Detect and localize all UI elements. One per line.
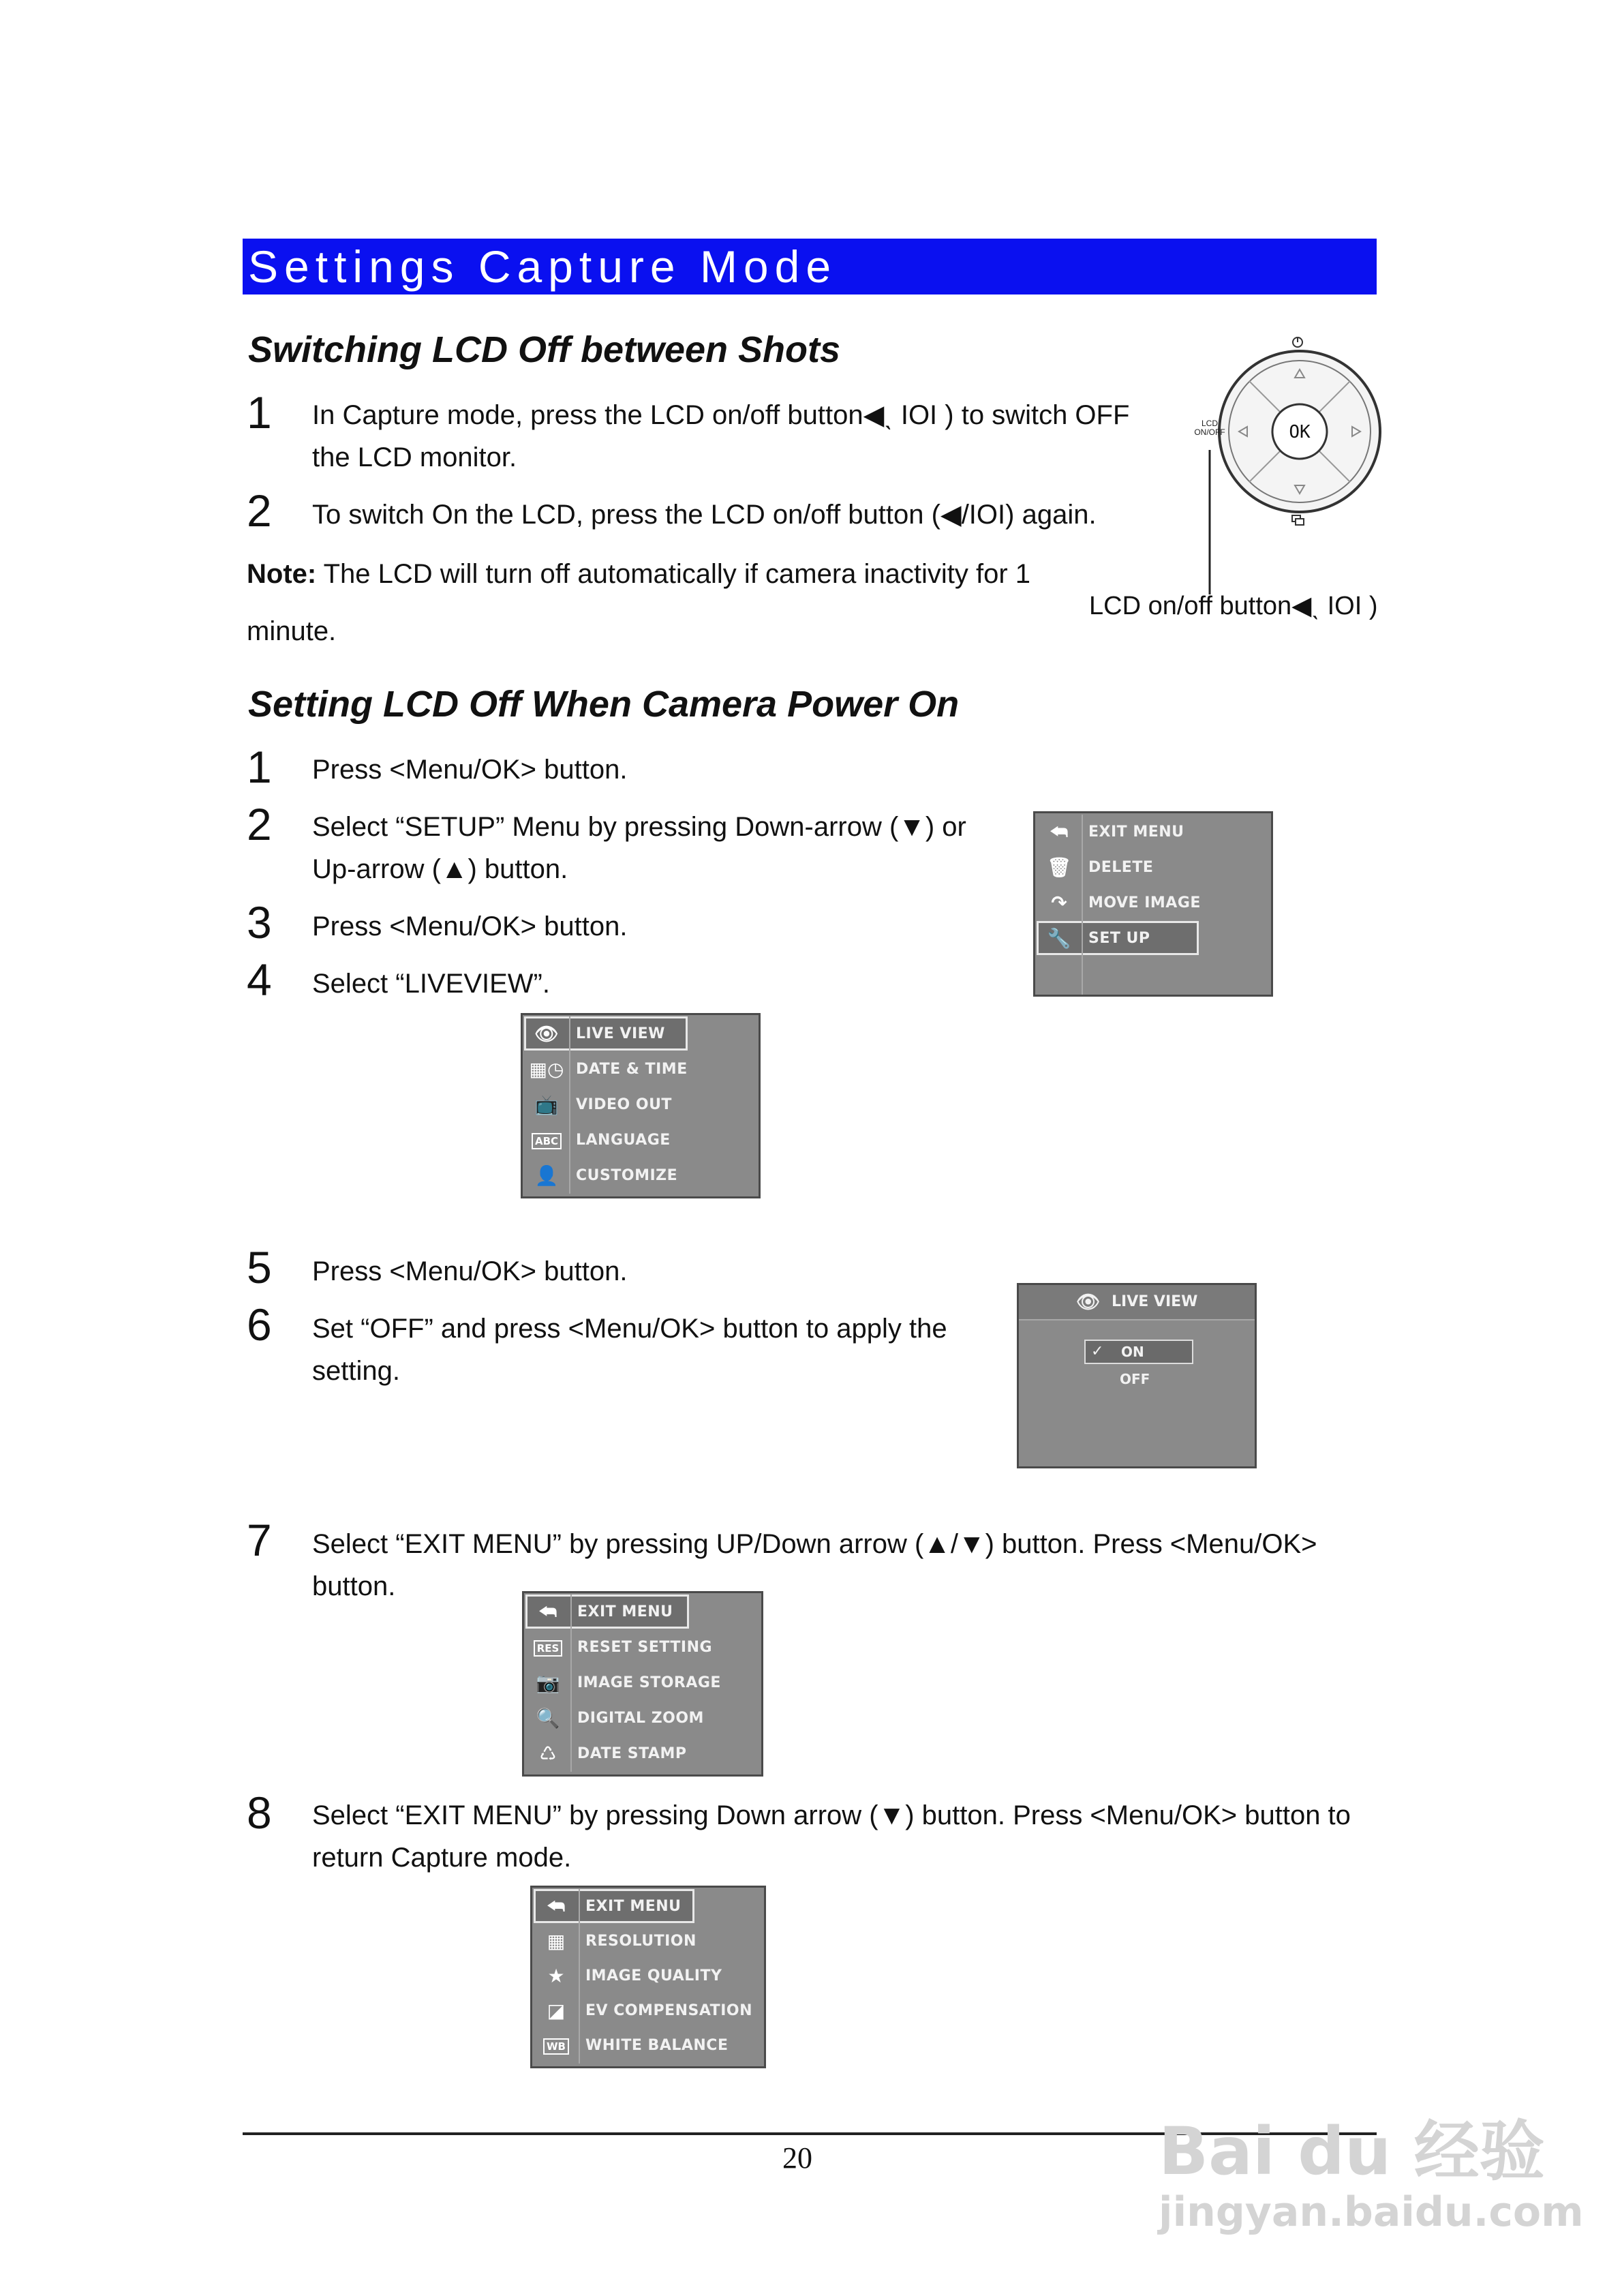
menu-item-language[interactable]: ABC LANGUAGE xyxy=(523,1123,759,1158)
note: Note: The LCD will turn off automatically if camera inactivity for 1 minute. xyxy=(247,559,1031,646)
step-number: 1 xyxy=(247,742,272,792)
trash-icon: 🗑 xyxy=(1047,856,1071,879)
step-number: 8 xyxy=(247,1787,272,1838)
menu-item-exit-menu[interactable]: ⮪ EXIT MENU xyxy=(1035,815,1271,850)
step-text: Set “OFF” and press <Menu/OK> button to apply the setting. xyxy=(312,1314,947,1386)
step-number: 5 xyxy=(247,1242,272,1293)
step-text: Select “EXIT MENU” by pressing UP/Down arrow (▲/▼) button. Press <Menu/OK> button. xyxy=(312,1529,1317,1601)
white-balance-icon: WB xyxy=(536,2031,576,2061)
step-text: Press <Menu/OK> button. xyxy=(312,911,628,941)
step-text: Press <Menu/OK> button. xyxy=(312,1256,628,1286)
section-header: Settings Capture Mode xyxy=(243,239,1377,294)
eye-icon: 👁 xyxy=(534,1023,559,1045)
return-icon: ⮪ xyxy=(547,1895,566,1918)
step-text: To switch On the LCD, press the LCD on/off button (◀/IOI) again. xyxy=(312,500,1097,530)
dial-svg xyxy=(1179,327,1383,620)
step-text: Select “LIVEVIEW”. xyxy=(312,969,550,999)
menu-item-image-quality[interactable]: ★ IMAGE QUALITY xyxy=(532,1959,764,1994)
menu-item-video-out[interactable]: 📺 VIDEO OUT xyxy=(523,1087,759,1123)
menu-item-delete[interactable]: 🗑 DELETE xyxy=(1035,850,1271,886)
menu-item-white-balance[interactable]: WB WHITE BALANCE xyxy=(532,2028,764,2064)
menu-item-image-storage[interactable]: 📷 IMAGE STORAGE xyxy=(524,1665,761,1701)
camera-menu-live-view xyxy=(1017,1283,1257,1468)
lcd-on-off-label: LCD ON/OFF xyxy=(1194,419,1225,437)
step-text: Press <Menu/OK> button. xyxy=(312,755,628,785)
camera-menu-exit-1 xyxy=(522,1591,763,1777)
menu-item-date-stamp[interactable]: ♺ DATE STAMP xyxy=(524,1736,761,1772)
option-on[interactable]: ✓ ON xyxy=(1084,1340,1193,1364)
live-view-header: 👁 LIVE VIEW xyxy=(1019,1285,1255,1320)
menu-item-resolution[interactable]: ▦ RESOLUTION xyxy=(532,1924,764,1959)
menu-item-date-time[interactable]: ▦◷ DATE & TIME xyxy=(523,1052,759,1087)
menu-item-move-image[interactable]: ↷ MOVE IMAGE xyxy=(1035,886,1271,921)
resolution-icon: ▦ xyxy=(547,1930,566,1952)
menu-item-exit-menu[interactable]: ⮪ EXIT MENU xyxy=(532,1889,764,1924)
lcd-button-callout: LCD on/off button◀ˎ IOI ) xyxy=(1089,592,1378,620)
ok-button[interactable]: OK xyxy=(1289,422,1311,442)
step-number: 7 xyxy=(247,1515,272,1565)
step-text: In Capture mode, press the LCD on/off button◀ˎ IOI ) to switch OFF the LCD monitor. xyxy=(312,400,1130,472)
step-number: 2 xyxy=(247,485,272,536)
menu-item-digital-zoom[interactable]: 🔍 DIGITAL ZOOM xyxy=(524,1701,761,1736)
customize-icon: 👤 xyxy=(534,1164,559,1187)
option-off[interactable]: OFF xyxy=(1120,1371,1150,1387)
return-icon: ⮪ xyxy=(538,1601,557,1623)
baidu-watermark-url: jingyan.baidu.com xyxy=(1159,2188,1584,2236)
camera-menu-main xyxy=(1033,811,1273,997)
language-icon: ABC xyxy=(527,1126,566,1155)
menu-item-exit-menu[interactable]: ⮪ EXIT MENU xyxy=(524,1595,761,1630)
step-number: 4 xyxy=(247,954,272,1005)
step-number: 3 xyxy=(247,897,272,948)
camera-menu-setup xyxy=(521,1013,761,1198)
exposure-icon: ◪ xyxy=(547,1999,566,2022)
menu-item-reset-setting[interactable]: RES RESET SETTING xyxy=(524,1630,761,1665)
step-number: 2 xyxy=(247,799,272,849)
step-number: 6 xyxy=(247,1299,272,1350)
star-icon: ★ xyxy=(547,1965,565,1987)
camera-menu-exit-2 xyxy=(530,1886,766,2068)
tv-icon: 📺 xyxy=(534,1093,559,1116)
baidu-watermark-logo: Bai du 经验 xyxy=(1159,2113,1545,2190)
page-number: 20 xyxy=(782,2141,812,2175)
wrench-icon: 🔧 xyxy=(1047,927,1071,950)
eye-icon: 👁 xyxy=(1076,1290,1101,1313)
menu-item-customize[interactable]: 👤 CUSTOMIZE xyxy=(523,1158,759,1194)
storage-icon: 📷 xyxy=(536,1672,560,1694)
section-title-lcd-off-between-shots: Switching LCD Off between Shots xyxy=(248,329,841,370)
zoom-icon: 🔍 xyxy=(536,1707,560,1729)
move-icon: ↷ xyxy=(1051,892,1067,914)
menu-item-set-up[interactable]: 🔧 SET UP xyxy=(1035,921,1271,956)
section-title-lcd-off-power-on: Setting LCD Off When Camera Power On xyxy=(248,684,960,725)
menu-item-live-view[interactable]: 👁 LIVE VIEW xyxy=(523,1016,759,1052)
stamp-icon: ♺ xyxy=(539,1742,557,1765)
step-number: 1 xyxy=(247,387,272,438)
step-text: Select “EXIT MENU” by pressing Down arrow (▼) button. Press <Menu/OK> button to return Capture mode. xyxy=(312,1800,1351,1873)
calendar-icon: ▦◷ xyxy=(529,1058,564,1081)
check-icon: ✓ xyxy=(1091,1343,1104,1360)
camera-dial-diagram xyxy=(1179,327,1383,620)
return-icon: ⮪ xyxy=(1050,821,1069,843)
step-text: Select “SETUP” Menu by pressing Down-arrow (▼) or Up-arrow (▲) button. xyxy=(312,812,966,884)
reset-icon: RES xyxy=(528,1633,568,1663)
menu-item-ev-compensation[interactable]: ◪ EV COMPENSATION xyxy=(532,1993,764,2029)
